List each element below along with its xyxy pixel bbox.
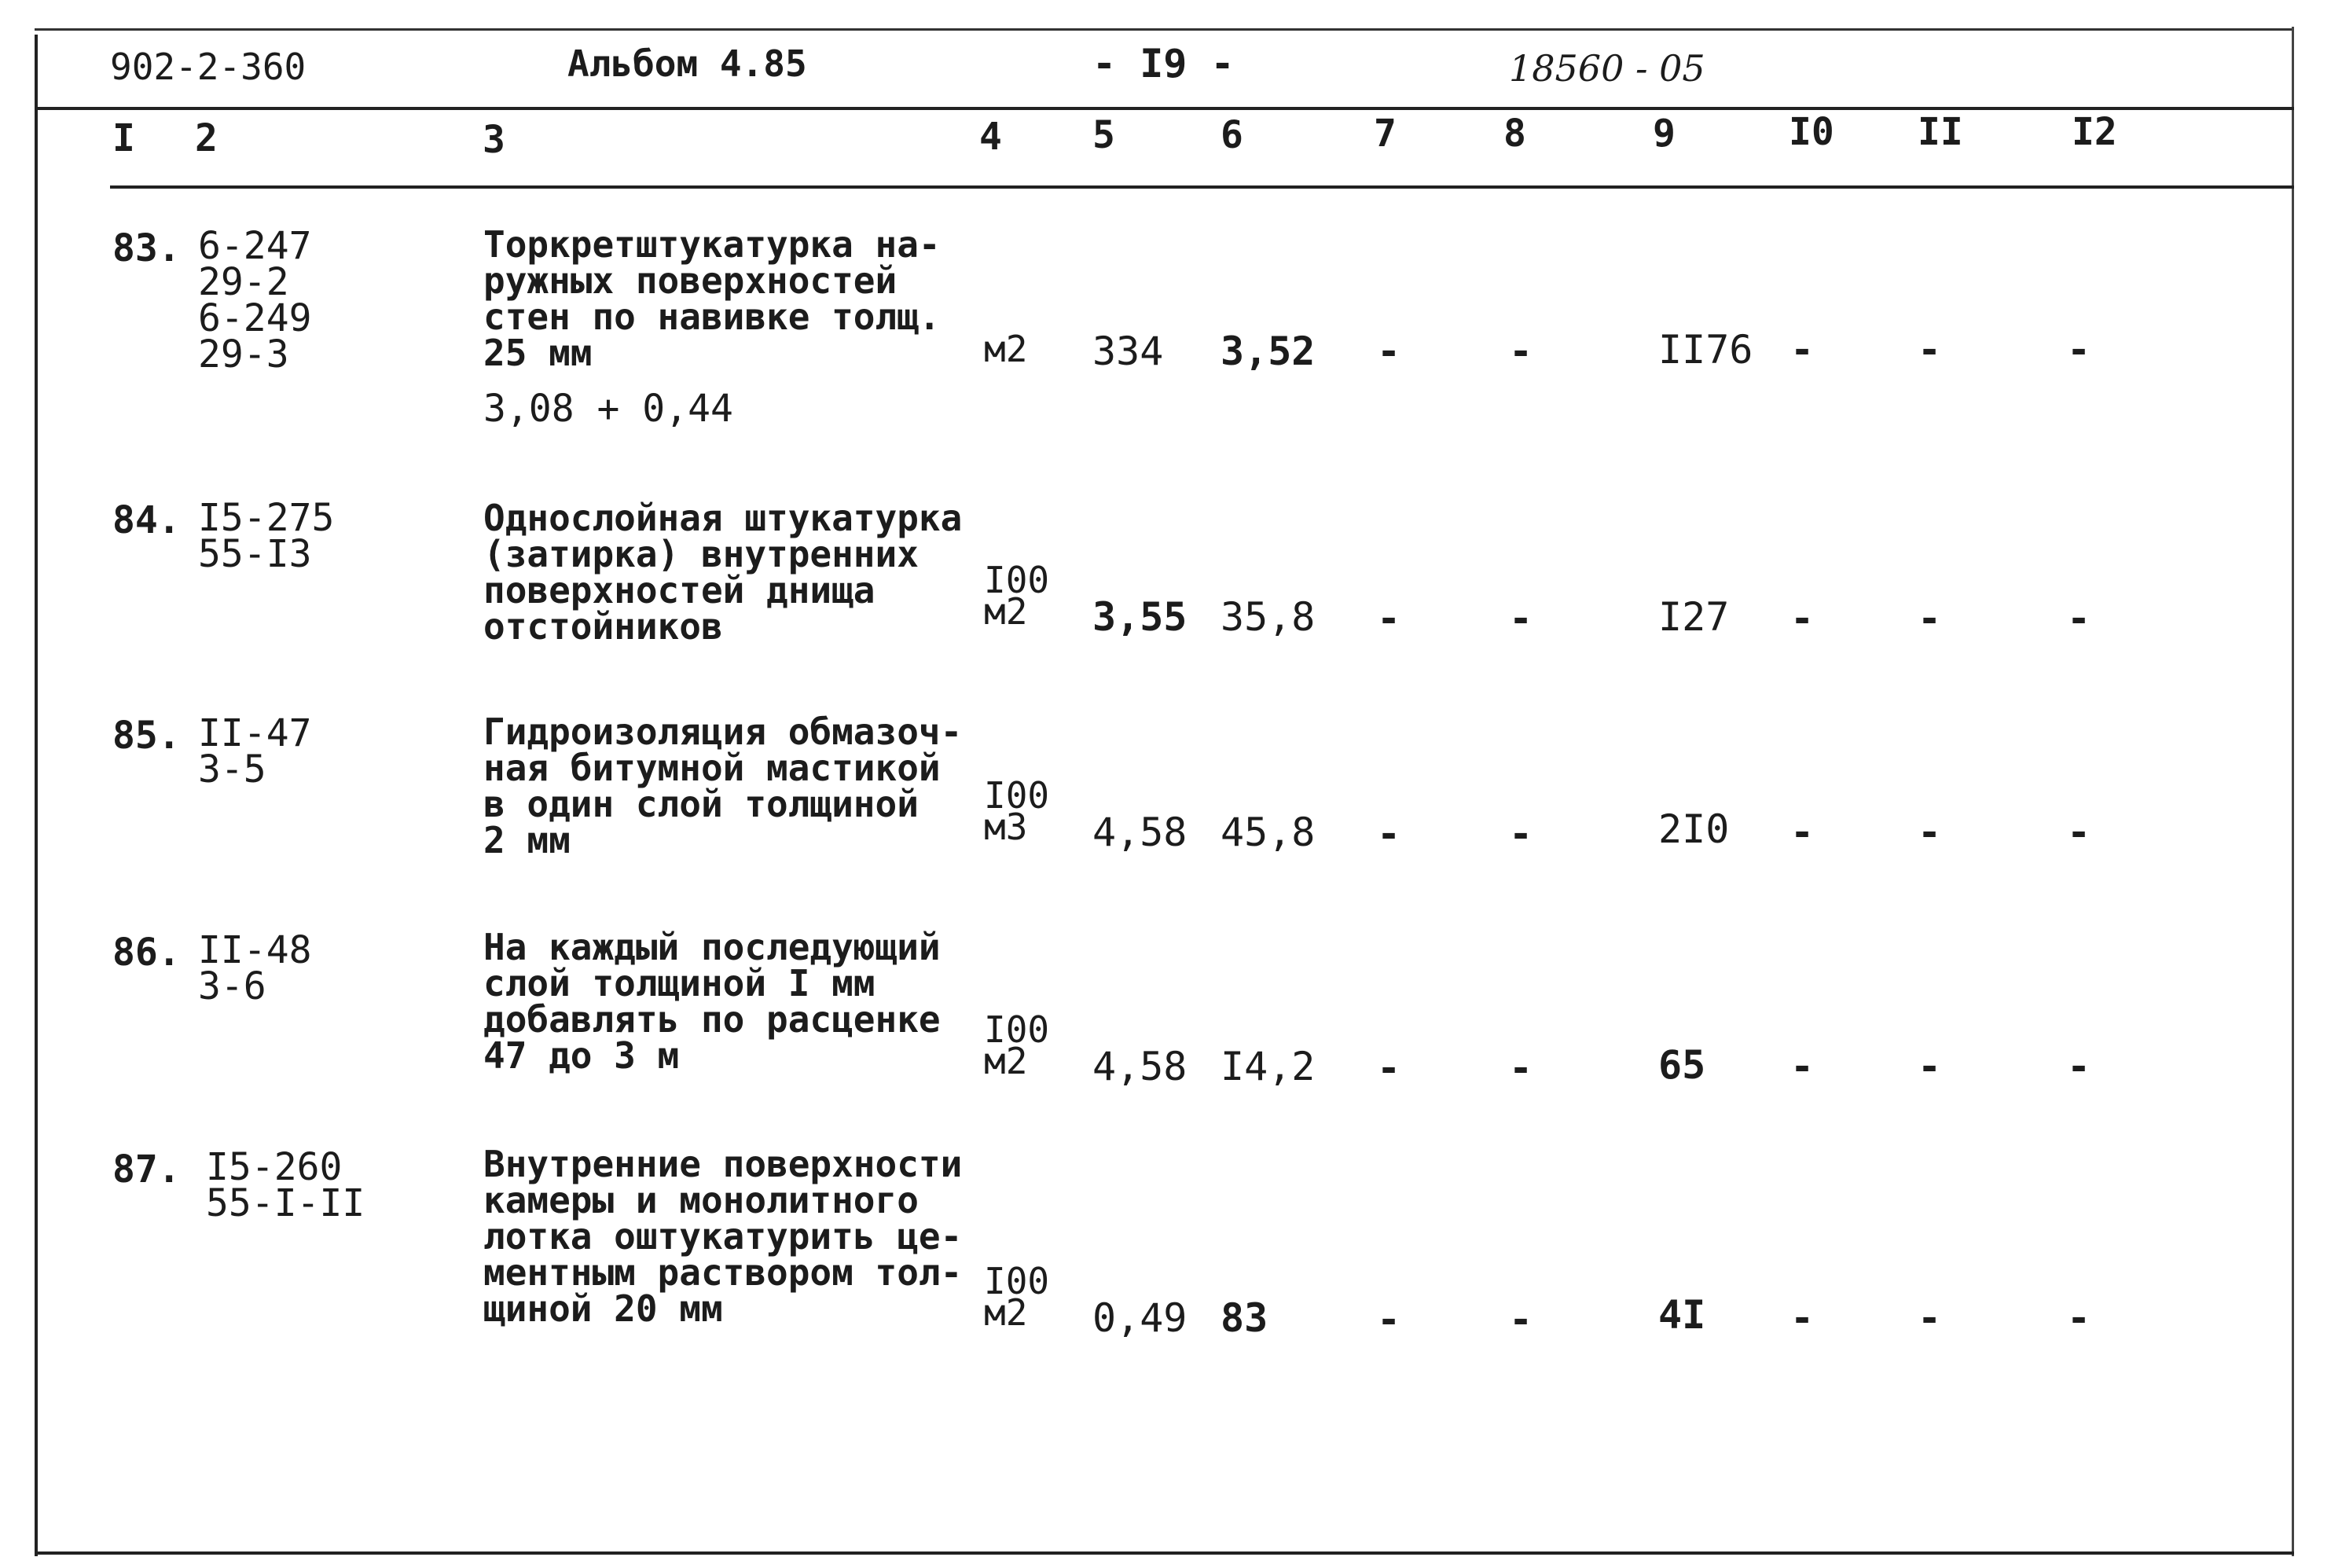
unit: I00 м2: [984, 1008, 1050, 1082]
value-col5: 4,58: [1092, 1044, 1188, 1089]
value-col7: -: [1377, 1045, 1401, 1091]
value-col10: -: [1790, 327, 1815, 373]
value-col10: -: [1790, 1295, 1815, 1341]
col-header-12: I2: [2072, 110, 2117, 154]
value-col7: -: [1377, 329, 1401, 374]
value-col5: 4,58: [1092, 810, 1188, 855]
value-col7: -: [1377, 1297, 1401, 1342]
frame-left-border: [35, 35, 38, 1556]
norm-code: 6-247 29-2 6-249 29-3: [198, 224, 312, 376]
work-description: Торкретштукатурка на- ружных поверхностей стен по навивке толщ. 25 мм: [483, 223, 941, 374]
value-col9: 2I0: [1658, 806, 1730, 852]
norm-code: I5-260 55-I-II: [206, 1145, 365, 1225]
norm-code: II-47 3-5: [198, 711, 312, 791]
col-header-4: 4: [979, 115, 1002, 159]
page-number: - I9 -: [1092, 41, 1235, 86]
row-number: 86.: [112, 931, 181, 975]
norm-code: I5-275 55-I3: [198, 496, 335, 576]
work-description: Внутренние поверхности камеры и монолитного лотка оштукатурить це- ментным раствором тол- щиной 20 мм: [483, 1143, 963, 1330]
value-col8: -: [1509, 1045, 1533, 1091]
work-description: Гидроизоляция обмазоч- ная битумной мастикой в один слой толщиной 2 мм: [483, 711, 963, 861]
frame-bottom-border: [35, 1551, 2294, 1555]
value-col6: 3,52: [1221, 329, 1316, 374]
col-header-8: 8: [1503, 112, 1526, 156]
unit: I00 м2: [984, 559, 1050, 633]
value-col6: 45,8: [1221, 810, 1316, 855]
value-col5: 3,55: [1092, 594, 1188, 640]
doc-code: 902-2-360: [110, 46, 307, 88]
value-col9: II76: [1658, 327, 1753, 373]
row-number: 87.: [112, 1148, 181, 1192]
value-col12: -: [2067, 327, 2091, 373]
value-col10: -: [1790, 1044, 1815, 1089]
value-col12: -: [2067, 596, 2091, 641]
value-col9: I27: [1658, 594, 1730, 640]
calc-formula: 3,08 + 0,44: [483, 387, 733, 431]
value-col6: 83: [1221, 1295, 1268, 1341]
unit: I00 м3: [984, 774, 1050, 848]
value-col12: -: [2067, 810, 2091, 855]
frame-right-border: [2292, 27, 2294, 1556]
column-header-rule: [110, 185, 2294, 189]
col-header-2: 2: [195, 116, 218, 160]
value-col9: 65: [1658, 1042, 1706, 1088]
value-col12: -: [2067, 1295, 2091, 1341]
frame-top-border: [35, 28, 2294, 31]
value-col6: 35,8: [1221, 594, 1316, 640]
value-col7: -: [1377, 596, 1401, 641]
value-col9: 4I: [1658, 1292, 1706, 1338]
col-header-10: I0: [1789, 110, 1834, 154]
row-number: 85.: [112, 714, 181, 758]
col-header-3: 3: [483, 118, 505, 162]
value-col5: 334: [1092, 329, 1164, 374]
value-col12: -: [2067, 1044, 2091, 1089]
row-number: 83.: [112, 226, 181, 270]
value-col10: -: [1790, 810, 1815, 855]
col-header-7: 7: [1374, 112, 1397, 156]
col-header-9: 9: [1653, 112, 1676, 156]
value-col7: -: [1377, 811, 1401, 857]
value-col11: -: [1918, 1044, 1942, 1089]
unit: I00 м2: [984, 1260, 1050, 1334]
value-col11: -: [1918, 1295, 1942, 1341]
norm-code: II-48 3-6: [198, 928, 312, 1008]
value-col6: I4,2: [1221, 1044, 1316, 1089]
work-description: На каждый последующий слой толщиной I мм добавлять по расценке 47 до 3 м: [483, 926, 941, 1077]
value-col8: -: [1509, 811, 1533, 857]
value-col8: -: [1509, 329, 1533, 374]
value-col10: -: [1790, 596, 1815, 641]
col-header-6: 6: [1221, 113, 1243, 157]
value-col8: -: [1509, 596, 1533, 641]
value-col5: 0,49: [1092, 1295, 1188, 1341]
col-header-5: 5: [1092, 113, 1115, 157]
value-col11: -: [1918, 596, 1942, 641]
unit: м2: [984, 328, 1028, 370]
work-description: Однослойная штукатурка (затирка) внутренних поверхностей днища отстойников: [483, 497, 963, 648]
value-col11: -: [1918, 327, 1942, 373]
album-label: Альбом 4.85: [567, 42, 807, 85]
value-col11: -: [1918, 810, 1942, 855]
value-col8: -: [1509, 1297, 1533, 1342]
row-number: 84.: [112, 498, 181, 542]
col-header-11: II: [1918, 110, 1963, 154]
handwritten-number: 18560 - 05: [1509, 47, 1705, 90]
col-header-1: I: [112, 116, 135, 160]
